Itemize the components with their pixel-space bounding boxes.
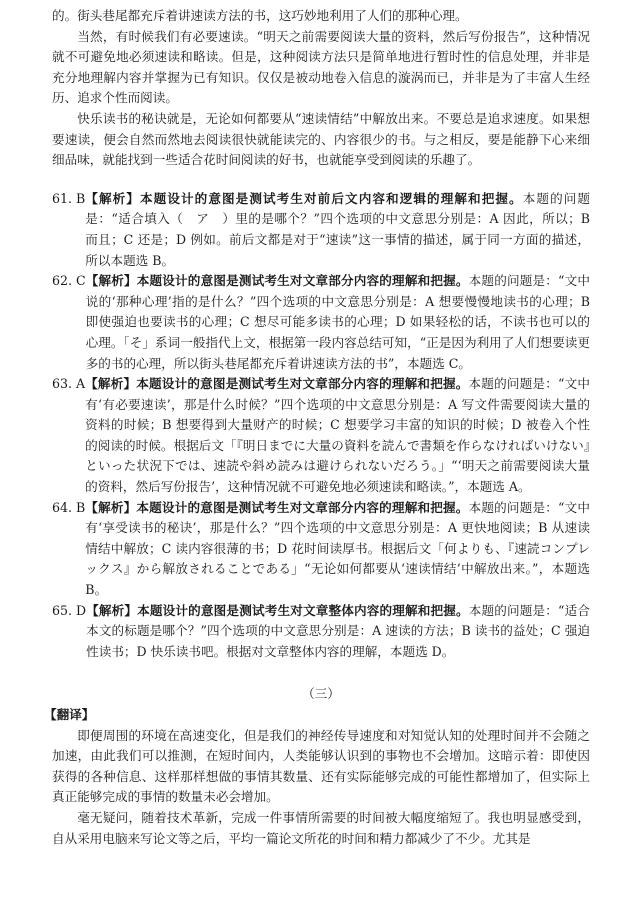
passage-paragraph: 快乐读书的秘诀就是，无论如何都要从“速读情结”中解放出来。不要总是追求速度。如果想要速读，便会自然而然地去阅读很快就能读完的、内容很少的书。与之相反，要是能静下心来细细品味，就能找到一些适合花时间阅读的好书，也就能享受到阅读的乐趣了。 [52, 110, 590, 168]
answer-label: 【解析】本题设计的意图是测试考生对文章整体内容的理解和把握。 [86, 602, 469, 618]
answer-text: 本题的问题是：“文中有‘有必要速读’，那是什么时候？”四个选项的中文意思分别是：A 写文件需要阅读大量的资料的时候；B 想要得到大量财产的时候；C 想要学习丰富的知识的时候；D 被卷入个性的阅读的时候。根据后文「『明日までに大量の資料を読んで書類を作らなければいけない』といった状況下では、速読や斜め読みは避けられないだろう。」“‘明天之前需要阅读大量的资料，然后写份报告’，这种情况就不可避免地必须速读和略读。”，本题选 A。 [85, 376, 590, 495]
passage [52, 6, 590, 171]
answer-text: 本题的问题是：“文中说的‘那种心理’指的是什么？”四个选项的中文意思分别是：A 想要慢慢地读书的心理；B 即使强迫也要读书的心理；C 想尽可能多读书的心理；D 如果轻松的话，不读书也可以的心理。「そ」系词一般指代上文，根据第一段内容总结可知，“正是因为利用了人们想要读更多的书的心理，所以街头巷尾都充斥着讲速读方法的书”，本题选 C。 [85, 273, 590, 371]
answer-number: 63. A [52, 376, 86, 392]
answer-label: 【解析】本题设计的意图是测试考生对文章部分内容的理解和把握。 [85, 499, 469, 515]
answer-item [52, 189, 590, 271]
answer-text: 本题的问题是：“文中有‘享受读书的秘诀’，那是什么？”四个选项的中文意思分别是：A 更快地阅读；B 从速读情结中解放；C 读内容很薄的书；D 花时间读厚书。根据后文「何よりも、『速読コンプレックス』から解放されることである」“无论如何都要从‘速读情结’中解放出来。”，本题选 B。 [85, 499, 590, 598]
answer-number: 64. B [52, 499, 86, 515]
translation [52, 726, 590, 850]
translation-paragraph: 毫无疑问，随着技术革新，完成一件事情所需要的时间被大幅度缩短了。我也明显感受到，自从采用电脑来写论文等之后，平均一篇论文所花的时间和精力都减少了不少。尤其是 [52, 809, 590, 846]
section-title: （三） [302, 686, 340, 702]
answer-number: 62. C [52, 273, 86, 289]
answer-list [52, 189, 590, 663]
answer-text: 本题的问题是：“适合本文的标题是哪个？”四个选项的中文意思分别是：A 速读的方法；B 读书的益处；C 强迫性读书；D 快乐读书吧。根据对文章整体内容的理解，本题选 D。 [86, 602, 590, 659]
answer-label: 【解析】本题设计的意图是测试考生对前后文内容和逻辑的理解和把握。 [85, 190, 523, 206]
passage-paragraph: 当然，有时候我们有必要速读。“明天之前需要阅读大量的资料，然后写份报告”，这种情况就不可避免地必须速读和略读。但是，这种阅读方法只是简单地进行暂时性的信息处理，并非是充分地理解内容并掌握为已有知识。仅仅是被动地卷入信息的漩涡而已，并非是为了丰富人生经历、追求个性而阅读。 [52, 28, 590, 106]
translation-paragraph: 即便周围的环境在高速变化，但是我们的神经传导速度和对知觉认知的处理时间并不会随之加速，由此我们可以推测，在短时间内，人类能够认识到的事物也不会增加。这暗示着：即使因获得的各种信息、这样那样想做的事情其数量、还有实际能够完成的可能性都增加了，但实际上真正能够完成的事情的数量未必会增加。 [52, 727, 590, 805]
answer-number: 65. D [52, 602, 87, 618]
answer-item [52, 374, 590, 498]
answer-item [52, 498, 590, 601]
answer-item [52, 601, 590, 663]
answer-number: 61. B [52, 190, 86, 206]
answer-label: 【解析】本题设计的意图是测试考生对文章部分内容的理解和把握。 [85, 273, 469, 289]
answer-item [52, 271, 590, 374]
answer-text: 本题的问题是：“适合填入（ ア ）里的是哪个？”四个选项的中文意思分别是：A 因此，所以；B 而且；C 还是；D 例如。前后文都是对于“速读”这一事情的描述，属于同一方面的描述，所以本题选 B。 [85, 190, 591, 268]
answer-label: 【解析】本题设计的意图是测试考生对文章部分内容的理解和把握。 [85, 376, 469, 392]
translation-heading: 【翻译】 [44, 707, 95, 722]
passage-paragraph: 的。街头巷尾都充斥着讲速读方法的书，这巧妙地利用了人们的那种心理。 [52, 8, 468, 23]
